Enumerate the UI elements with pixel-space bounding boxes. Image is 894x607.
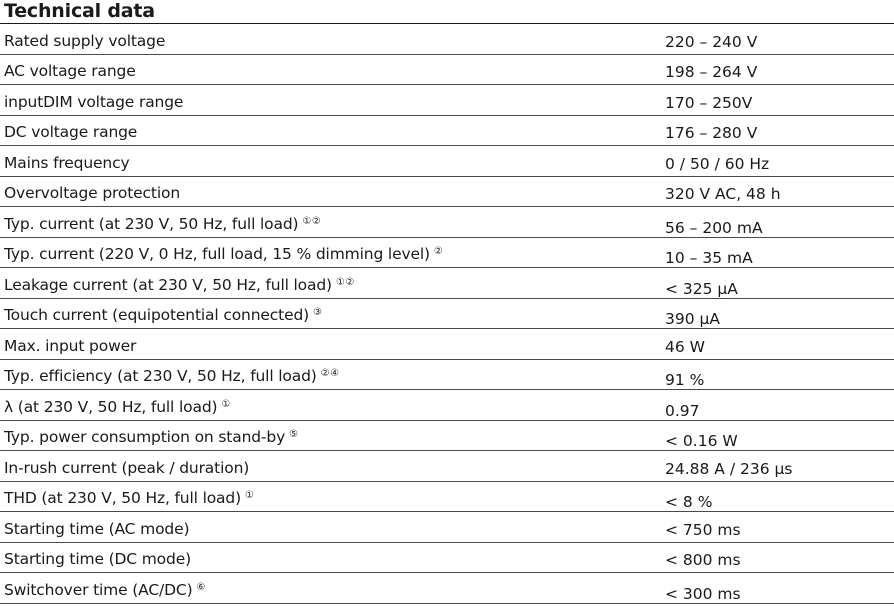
spec-value: < 300 ms bbox=[665, 584, 741, 603]
spec-value: 0 / 50 / 60 Hz bbox=[665, 154, 770, 173]
spec-value: 56 – 200 mA bbox=[665, 218, 763, 237]
spec-label: Starting time (AC mode) bbox=[4, 519, 190, 538]
spec-row bbox=[0, 421, 894, 452]
spec-value: < 8 % bbox=[665, 493, 713, 511]
spec-row bbox=[0, 360, 894, 391]
footnote-marks: ⑥ bbox=[196, 581, 206, 593]
spec-row bbox=[0, 543, 894, 574]
spec-value: < 325 µA bbox=[665, 279, 738, 298]
section-title: Technical data bbox=[4, 0, 155, 22]
spec-value: 0.97 bbox=[665, 401, 700, 420]
spec-value: < 0.16 W bbox=[665, 432, 738, 450]
spec-row bbox=[0, 268, 894, 299]
spec-label: Max. input power bbox=[4, 336, 137, 355]
spec-row bbox=[0, 329, 894, 360]
footnote-marks: ①② bbox=[302, 215, 322, 227]
spec-value: 24.88 A / 236 µs bbox=[665, 459, 793, 478]
spec-label: Typ. power consumption on stand-by ⑤ bbox=[4, 428, 299, 446]
footnote-marks: ②④ bbox=[320, 368, 340, 379]
spec-row bbox=[0, 207, 894, 238]
spec-row bbox=[0, 146, 894, 177]
spec-label: Mains frequency bbox=[4, 153, 130, 172]
spec-row bbox=[0, 85, 894, 116]
spec-value: 10 – 35 mA bbox=[665, 249, 753, 267]
spec-value: < 800 ms bbox=[665, 551, 741, 569]
spec-label: Typ. current (at 230 V, 50 Hz, full load) ①② bbox=[4, 214, 322, 233]
footnote-marks: ① bbox=[221, 398, 231, 410]
spec-label: In-rush current (peak / duration) bbox=[4, 458, 250, 477]
spec-value: 220 – 240 V bbox=[665, 32, 758, 51]
spec-label: DC voltage range bbox=[4, 123, 138, 141]
spec-value: 91 % bbox=[665, 371, 705, 389]
spec-row bbox=[0, 55, 894, 86]
spec-value: < 750 ms bbox=[665, 520, 741, 539]
spec-row bbox=[0, 482, 894, 513]
spec-row bbox=[0, 299, 894, 330]
spec-table bbox=[0, 24, 894, 604]
spec-label: Leakage current (at 230 V, 50 Hz, full load) ①② bbox=[4, 275, 355, 294]
spec-label: Typ. current (220 V, 0 Hz, full load, 15 % dimming level) ② bbox=[4, 245, 444, 263]
spec-row bbox=[0, 238, 894, 269]
spec-row bbox=[0, 451, 894, 482]
spec-label: Rated supply voltage bbox=[4, 31, 166, 50]
spec-row bbox=[0, 573, 894, 604]
footnote-marks: ① bbox=[245, 490, 255, 501]
footnote-marks: ⑤ bbox=[289, 429, 299, 440]
spec-label: Starting time (DC mode) bbox=[4, 550, 191, 568]
spec-row bbox=[0, 177, 894, 208]
spec-label: Switchover time (AC/DC) ⑥ bbox=[4, 580, 206, 599]
spec-value: 46 W bbox=[665, 337, 705, 356]
spec-value: 170 – 250V bbox=[665, 93, 753, 112]
spec-row bbox=[0, 512, 894, 543]
spec-label: Overvoltage protection bbox=[4, 184, 181, 202]
spec-value: 176 – 280 V bbox=[665, 124, 758, 142]
spec-label: AC voltage range bbox=[4, 62, 136, 80]
footnote-marks: ② bbox=[433, 246, 444, 257]
footnote-marks: ①② bbox=[335, 276, 355, 288]
spec-label: Touch current (equipotential connected) ③ bbox=[4, 306, 323, 324]
spec-label: λ (at 230 V, 50 Hz, full load) ① bbox=[4, 397, 231, 416]
spec-label: inputDIM voltage range bbox=[4, 92, 184, 111]
spec-value: 198 – 264 V bbox=[665, 63, 758, 81]
footnote-marks: ③ bbox=[313, 307, 323, 318]
spec-label: THD (at 230 V, 50 Hz, full load) ① bbox=[4, 489, 255, 507]
spec-value: 320 V AC, 48 h bbox=[665, 185, 781, 203]
spec-row bbox=[0, 390, 894, 421]
spec-row bbox=[0, 116, 894, 147]
spec-label: Typ. efficiency (at 230 V, 50 Hz, full load) ②④ bbox=[4, 367, 340, 385]
spec-row bbox=[0, 24, 894, 55]
spec-value: 390 µA bbox=[665, 310, 720, 328]
